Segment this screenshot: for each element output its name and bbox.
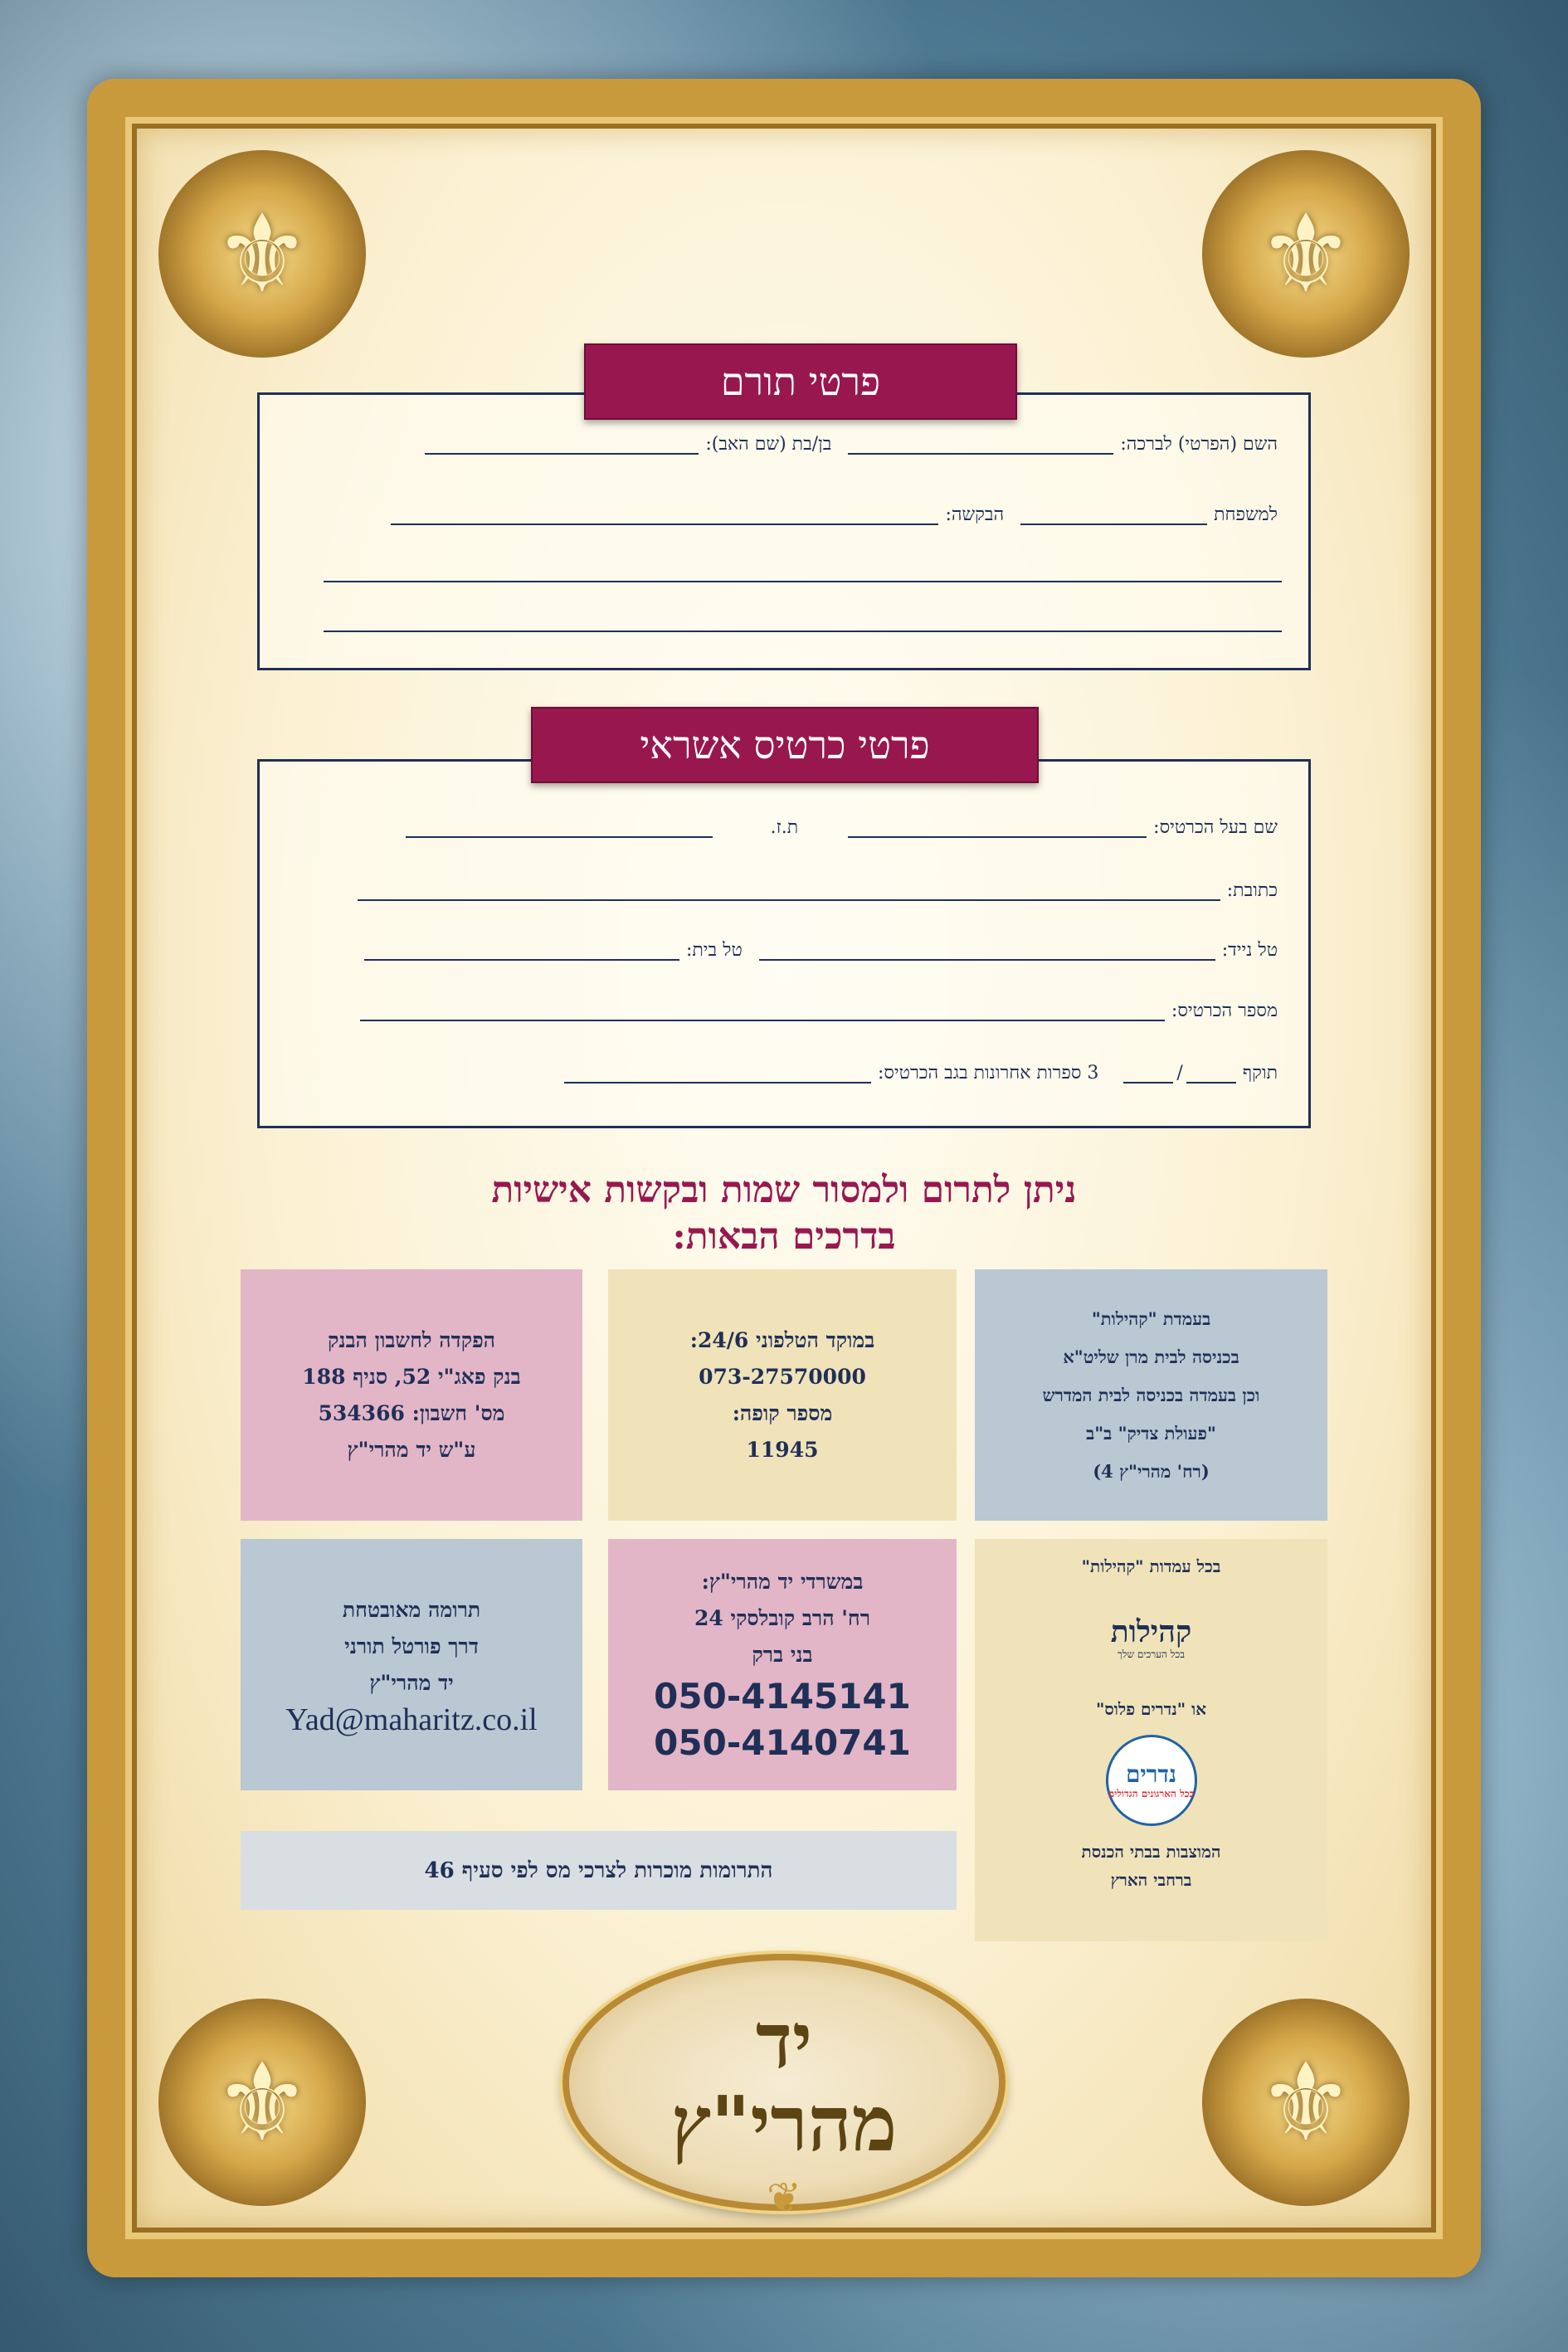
phone-line-1: במוקד הטלפוני 24/6:	[689, 1327, 875, 1352]
office-line-2: רח' הרב קובלסקי 24	[694, 1605, 871, 1630]
kehilot-line-3: וכן בעמדה בכניסה לבית המדרש	[1042, 1384, 1260, 1405]
card-home-field[interactable]	[364, 937, 679, 961]
card-address-field[interactable]	[358, 878, 1220, 901]
donor-name-field[interactable]	[848, 431, 1113, 455]
card-details-title: פרטי כרטיס אשראי	[531, 707, 1039, 783]
office-panel	[608, 1539, 957, 1790]
kehilot-logo	[1098, 1592, 1205, 1683]
ornament-corner-icon: ⚜	[158, 1999, 366, 2206]
bank-line-1: הפקדה לחשבון הבנק	[327, 1327, 496, 1352]
nedarim-logo-text: נדרים	[1125, 1760, 1177, 1788]
donor-name-label: השם (הפרטי) לברכה:	[1120, 434, 1278, 455]
donor-request-field[interactable]	[391, 502, 938, 525]
card-validity-slash: /	[1176, 1063, 1183, 1083]
scroll-ornament-icon: ❦	[767, 2174, 801, 2222]
phone-panel	[608, 1269, 957, 1521]
stations-or-line: או "נדרים פלוס"	[1095, 1699, 1207, 1719]
donor-details-title: פרטי תורם	[584, 343, 1017, 420]
stations-panel	[975, 1539, 1327, 1941]
card-address-label: כתובת:	[1226, 880, 1278, 901]
phone-line-3: מספר קופה:	[732, 1400, 833, 1425]
donor-family-row	[315, 502, 1278, 525]
card-validity-year-field[interactable]	[1123, 1060, 1173, 1083]
card-validity-month-field[interactable]	[1186, 1060, 1236, 1083]
phone-number[interactable]: 073-27570000	[699, 1364, 866, 1389]
donor-name-row	[315, 431, 1278, 455]
card-number-label: מספר הכרטיס:	[1171, 1001, 1278, 1021]
yad-maharitz-logo	[562, 1954, 1006, 2211]
bank-line-2: בנק פאג"י 52, סניף 188	[302, 1364, 521, 1389]
kehilot-logo-sub: בכל הערכים שלך	[1118, 1648, 1185, 1660]
kehilot-line-5: (רח' מהרי"ץ 4)	[1093, 1460, 1210, 1482]
donor-family-field[interactable]	[1020, 502, 1207, 525]
card-id-field[interactable]	[406, 815, 713, 838]
card-holder-field[interactable]	[848, 815, 1147, 838]
logo-line-2: מהרי"ץ	[670, 2079, 898, 2169]
donor-request-label: הבקשה:	[945, 504, 1005, 525]
bank-panel	[241, 1269, 582, 1521]
card-phone-row	[315, 937, 1278, 961]
donor-request-line-2[interactable]	[324, 581, 1282, 582]
portal-email-link[interactable]: Yad@maharitz.co.il	[285, 1702, 538, 1737]
kehilot-line-2: בכניסה לבית מרן שליט"א	[1063, 1346, 1239, 1367]
phone-line-4: 11945	[746, 1437, 819, 1462]
stations-bottom-line-2: ברחבי הארץ	[1110, 1870, 1192, 1890]
portal-panel	[241, 1539, 582, 1790]
portal-line-3: יד מהרי"ץ	[369, 1670, 454, 1695]
tax-note-text: התרומות מוכרות לצרכי מס לפי סעיף 46	[424, 1858, 773, 1883]
donor-parent-field[interactable]	[425, 431, 699, 455]
card-mobile-field[interactable]	[759, 937, 1215, 961]
stations-bottom-line-1: המוצבות בבתי הכנסת	[1081, 1842, 1221, 1862]
card-cvv-label: 3 ספרות אחרונות בגב הכרטיס:	[877, 1063, 1099, 1083]
ornament-corner-icon: ⚜	[1202, 1999, 1410, 2206]
card-home-label: טל בית:	[685, 940, 743, 961]
bank-line-3: מס' חשבון: 534366	[318, 1400, 505, 1425]
card-validity-label: תוקף	[1242, 1063, 1278, 1083]
card-validity-row	[315, 1060, 1278, 1083]
office-line-3: בני ברק	[752, 1642, 813, 1667]
stations-top-line: בכל עמדות "קהילות"	[1081, 1556, 1221, 1576]
card-address-row	[315, 878, 1278, 901]
card-mobile-label: טל נייד:	[1221, 940, 1278, 961]
card-holder-label: שם בעל הכרטיס:	[1153, 817, 1278, 838]
donor-parent-label: בן/בת (שם האב):	[705, 434, 832, 455]
office-phone-1[interactable]: 050-4145141	[654, 1675, 911, 1717]
ornament-corner-icon: ⚜	[1202, 150, 1410, 358]
card-cvv-field[interactable]	[564, 1060, 871, 1083]
ways-heading-line-1: ניתן לתרום ולמסור שמות ובקשות אישיות	[491, 1169, 1077, 1211]
donor-request-line-3[interactable]	[324, 631, 1282, 632]
portal-line-2: דרך פורטל תורני	[344, 1634, 479, 1658]
nedarim-plus-logo	[1106, 1735, 1197, 1826]
card-id-label: ת.ז.	[770, 817, 799, 838]
bank-line-4: ע"ש יד מהרי"ץ	[347, 1437, 476, 1462]
kehilot-line-1: בעמדת "קהילות"	[1091, 1307, 1211, 1329]
kehilot-line-4: "פעולת צדיק" ב"ב	[1086, 1422, 1216, 1444]
kehilot-panel	[975, 1269, 1327, 1521]
card-number-row	[315, 998, 1278, 1021]
kehilot-logo-text: קהילות	[1110, 1614, 1192, 1649]
tax-note	[241, 1831, 957, 1910]
office-phone-2[interactable]: 050-4140741	[654, 1721, 911, 1763]
card-holder-row	[315, 815, 1278, 838]
card-number-field[interactable]	[360, 998, 1165, 1021]
donor-family-label: למשפחת	[1214, 504, 1278, 525]
ornament-corner-icon: ⚜	[158, 150, 366, 358]
nedarim-logo-sub: בכל הארגונים הגדולים	[1108, 1788, 1195, 1799]
ways-heading-line-2: בדרכים הבאות:	[672, 1215, 896, 1258]
office-line-1: במשרדי יד מהרי"ץ:	[701, 1569, 864, 1594]
logo-line-1: יד	[755, 1996, 813, 2086]
portal-line-1: תרומה מאובטחת	[342, 1597, 481, 1622]
